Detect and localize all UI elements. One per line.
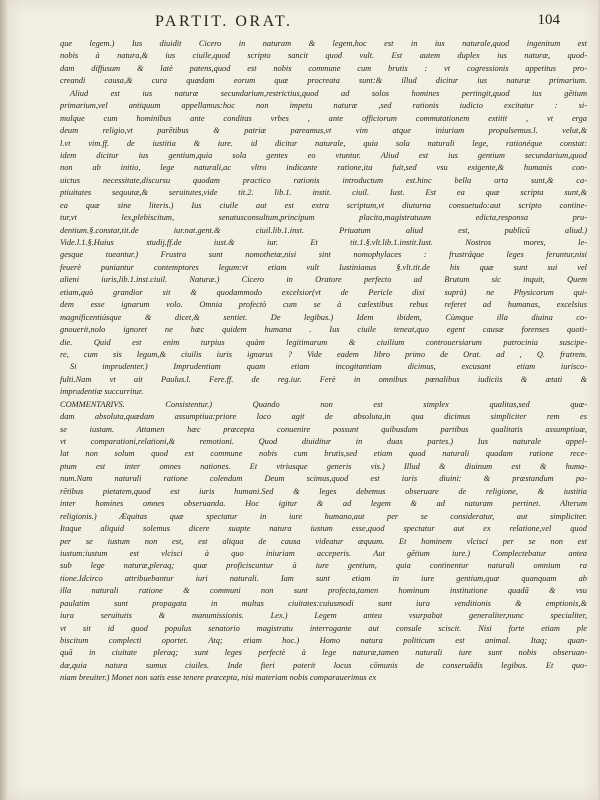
text-line: creandi causa,& cura quædam eorum quæ procreata sunt:& illud dicitur ius naturæ primarium. — [60, 76, 587, 86]
text-line: sub lege naturæ,pleraq; quæ proficiscuntur à iure gentium, quia continentur naturali omnium ra — [60, 561, 587, 571]
page-binding-shadow — [0, 0, 8, 800]
text-line: vt sit id quod populus senatorio magistratu interrogante aut consule sciscit. Nisi forte etiam ple — [60, 623, 587, 633]
text-line: iustum:iustum est vlcisci à quo iniuriam acceperis. Aut gētium iure.) Complectebatur antea — [60, 548, 587, 558]
text-line: gesque tueantur.) Frustra sunt nomothetæ,nisi sint nomophylaces : frustráque leges feruntur,nisi — [60, 250, 587, 260]
text-line: feuerè puniantur contemptores legum:vt etiam vult Iustinianus §.vlt.tit.de his quæ sunt sui vel — [60, 262, 587, 272]
text-line: religionis.) Æquitas quæ spectatur in iure humano,aut per se consideratur, aut simpliciter. — [60, 511, 587, 521]
text-line: mulque cum hominibus ante conditas vrbes , ante officiorum commutationem extitit , vt erga — [60, 113, 587, 123]
text-line: nobis à natura,& ius ciuile,quod scripto sancit quod vult. Est autem duplex ius naturæ, quod- — [60, 51, 587, 61]
text-line: tione.Idcirco attribuebantur iuri naturali. Iam sunt etiam in iure gentium,quæ quanquam ab — [60, 573, 587, 583]
text-line: vt comparationi,relationi,& remotioni. Quod diuiditur in duas partes.) Ius naturale appel- — [60, 437, 587, 446]
text-line: num.Nam naturali ratione colendum Deum scimus,quod est iuris diuini: & præstandum pa- — [60, 474, 587, 484]
text-line: illa naturali ratione & communi non sunt profecta,tamen hominum institutione quadā & vsu — [60, 586, 587, 596]
text-line: dam diffusum & latè patens,quod est nobis commune cum brutis : vt cogressionis appetitus pro- — [60, 63, 587, 73]
text-line: tur,vt lex,plebiscitum, senatusconsultum,principum placita,magistratuum edicta,responsa pru- — [60, 213, 587, 223]
text-line: ea quæ sine literis.) Ius ciuile aut est extra scriptum,vt diuturna consuetudo:aut scripto contine- — [60, 200, 587, 210]
text-line: non ab initio, lege naturali,ac vltro indicante ratione,ita fuit,sed vsu exigente,& humanis con- — [60, 163, 587, 173]
page-header — [60, 13, 560, 41]
text-line: dæ,quia natura sumus ciuiles. Inde fieri poterit locus cōmunis de conseruādis legibus. Et quo- — [60, 660, 587, 670]
text-line: etiam,quò grandior sit & quodammodo excelsior(vt de Pericle dixi suprà) ne Physicorum qui- — [60, 287, 587, 297]
text-line: Si imprudenter.) Imprudentiam quam etiam incogitantiam dicimus, excusant etiam iurisco- — [70, 362, 587, 372]
text-line: iura seruitutis & manumissionis. Lex.) Legem antea vsurpabat generaliter,nunc specialiter, — [60, 611, 587, 621]
page-number: 104 — [537, 12, 560, 28]
text-line: Aliud est ius naturæ secundarium,restrictius,quod ad solos homines pertingit,quod ius gētium — [70, 88, 587, 98]
text-line: imprudentiæ succurritur. — [60, 387, 144, 397]
text-line: ptiuitates sequutæ,& seruitutes,vide tit.2. lib.1. instit. ciuil. Iust. Est ea quæ scripta sunt,& — [60, 188, 587, 198]
text-line: inter homines omnes obseruanda. Hoc igitur & ad legem & ad naturam pertinet. Alterum — [60, 499, 587, 509]
text-line: fulti.Nam vt ait Paulus.l. Fere.ff. de reg.iur. Ferè in omnibus pœnalibus iudiciis & ætati & — [60, 374, 587, 384]
text-line: die. Quid est enim turpius quàm legitimarum & ciuilium controuersiarum patrocinia suscipe- — [60, 337, 587, 347]
text-line: COMMENTARIVS. Consistentur.) Quando non est simplex qualitas,sed quæ- — [60, 399, 587, 409]
text-line: idem dicitur ius gentium,quia sola gentes eo vtuntur. Aliud est ius gentium secundarium,quod — [60, 150, 587, 160]
text-line: deum religio,vt parētibus & patriæ pareamus,vt vim atque iniuriam propulsemus.l. velut,& — [60, 126, 587, 136]
text-line: dam absoluta,quædam assumptiua:priore loco agit de absoluta,in qua dicimus simpliciter rem es — [60, 412, 587, 422]
text-line: per se iustum non est, est aliqua de causa videatur æquum. Et hominem vlcisci per se non est — [60, 536, 587, 546]
text-line: que legem.) Ius diuidit Cicero in naturam & legem,hoc est in ius naturale,quod ingenitum est — [60, 39, 587, 48]
text-line: gnouerit,nolo ignoret ne hæc quidem humana . Ius ciuile teneat,quo egent causæ forenses quoti- — [60, 325, 587, 335]
text-line: biscitum complecti oportet. Atq; etiam hoc.) Homo natura politicum est animal. Itaq; quan- — [60, 636, 587, 645]
text-line: ptum est inter omnes nationes. Et vtriusque generis vis.) Illud & diuinum est & huma- — [60, 461, 587, 471]
text-line: l.vt vim.ff. de iustitia & iure. id dicitur naturale, quia sola naturali lege, rationéque constat: — [60, 138, 587, 148]
text-line: uictus necessitate,discursu quodam practico rationis introductum est.hinc bella orta sunt,& ca- — [60, 175, 587, 185]
text-line: Itaque aliquid solemus dicere suapte natura iustum esse,quod spectatur aut ex relatione,vel quod — [60, 524, 587, 534]
text-line: dentium.§.constat,tit.de iur.nat.gent.& ciuil.lib.1.inst. Priuatum aliud est, publicū aliud.) — [60, 225, 587, 235]
text-line: se iustam. Attamen hæc præcepta conuenire possunt quibusdam partibus qualitatis assumptiuæ, — [60, 424, 587, 434]
text-line: niam breuiter.) Monet non satis esse tenere præcepta, nisi materiam nobis comparauerimus ex — [60, 673, 377, 683]
text-line: quā in ciuitate pleraq; sunt leges perfectè à lege naturæ,tamen naturali iure sunt nobis obseruan- — [60, 648, 587, 658]
text-line: lat non solum quod est commune nobis cum brutis,sed etiam quod naturali quadam ratione rece- — [60, 449, 587, 459]
text-line: rētibus pietatem,quod est iuris humani.Sed & leges debemus obseruare de religione, & iustitia — [60, 486, 587, 496]
text-line: primarium,vel antiquum appellamus:hoc non impetu naturæ ,sed rationis iudicio excitatur : si- — [60, 101, 587, 111]
text-line: re, cum sis legum,& ciuilis iuris ignarus ? Vide eadem libro primo de Orat. ad , Q. fratrem. — [60, 349, 587, 359]
text-line: dem esse ignarum volo. Omnia profectò cum se à cælestibus rebus referet ad humanas, excelsius — [60, 300, 587, 310]
text-line: paulatim sunt propagata in multas ciuitates:cuiusmodi sunt iura venditionis & emptionis,& — [60, 598, 587, 608]
text-line: alieni iuris,lib.1.inst.ciuil. Naturæ.) Cicero in Oratore perfecto ad Brutum sic inquit, Quem — [60, 275, 587, 285]
running-title: PARTIT. ORAT. — [155, 13, 293, 30]
text-line: Vide.l.1.§.Huius studij.ff.de iust.& iur. Et tit.1.§.vlt.lib.1.instit.Iust. Nostros mores, le- — [60, 238, 587, 247]
text-line: magnificentiúsque & dicet,& sentiet. De legibus.) Idem ibidem, Cùmque illa diuina co- — [60, 312, 587, 322]
body-text — [60, 38, 587, 685]
